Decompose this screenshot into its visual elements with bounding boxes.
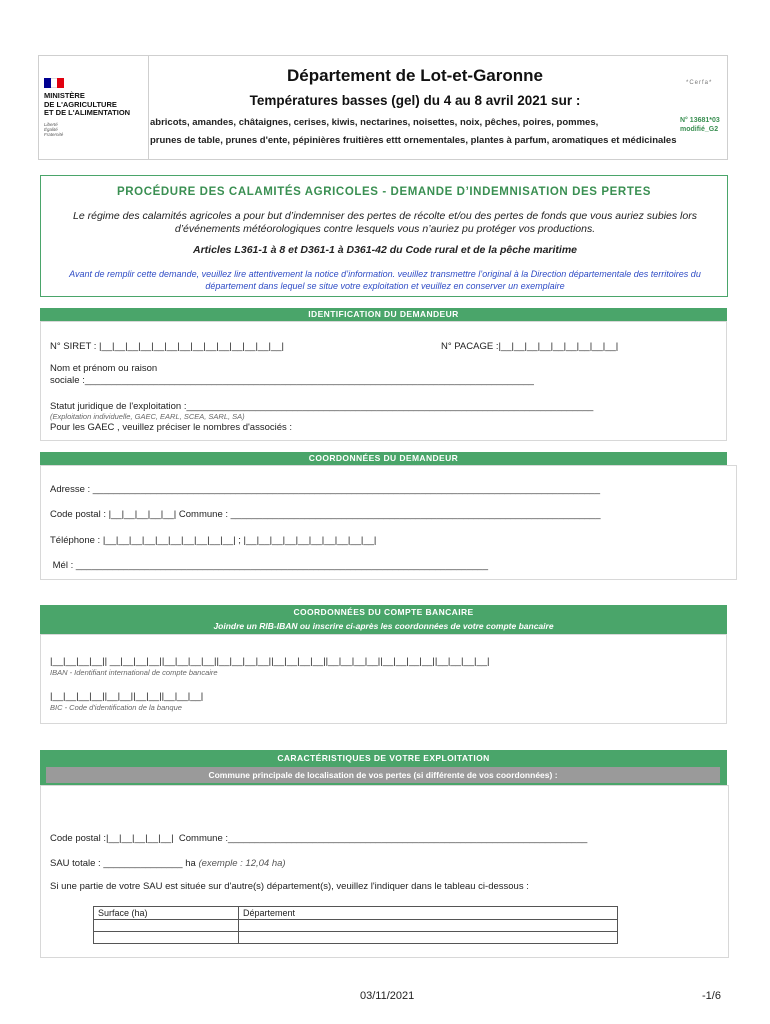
siret-field[interactable]: N° SIRET : |__|__|__|__|__|__|__|__|__|__|__|__|__|__| <box>50 341 284 352</box>
commune-principale-bar: Commune principale de localisation de vos pertes (si différente de vos coordonnées) : <box>46 767 720 783</box>
cerfa-reference <box>680 116 720 134</box>
sau-field[interactable] <box>50 858 286 869</box>
iban-field[interactable]: |__|__|__|__|| __|__|__|__||__|__|__|__||__|__|__|__||__|__|__|__||__|__|__|__||__|__|__|__||__|__|__|__| <box>50 656 490 667</box>
crops-list-line2: prunes de table, prunes d'ente, pépinières fruitières ettt ornementales, plantes à parfum, aromatiques et médicinales <box>150 135 677 146</box>
bic-field[interactable]: |__|__|__|__||__|__||__|__||__|__|__| <box>50 691 204 702</box>
bic-hint: BIC - Code d'identification de la banque <box>50 703 182 712</box>
exploitation-postal-commune-field[interactable]: Code postal :|__|__|__|__|__| Commune :____________________________________________________________________ <box>50 833 588 844</box>
page-number: -1/6 <box>702 990 721 1002</box>
table-cell-surface[interactable] <box>94 920 239 932</box>
procedure-articles: Articles L361-1 à 8 et D361-1 à D361-42 du Code rural et de la pêche maritime <box>193 244 577 256</box>
name-label: Nom et prénom ou raison <box>50 363 158 374</box>
statut-field[interactable]: Statut juridique de l'exploitation :_____________________________________________________________________________ <box>50 401 594 412</box>
ministry-logo <box>44 78 148 137</box>
logo-line: ET DE L'ALIMENTATION <box>44 108 131 117</box>
table-cell-department[interactable] <box>239 920 618 932</box>
cerfa-number: N° 13681*03 <box>680 117 720 124</box>
logo-line: DE L'AGRICULTURE <box>44 99 117 109</box>
telephone-field[interactable]: Téléphone : |__|__|__|__|__|__|__|__|__|__| ; |__|__|__|__|__|__|__|__|__|__| <box>50 535 377 546</box>
address-field[interactable]: Adresse : ________________________________________________________________________________________________ <box>50 484 600 495</box>
postal-code-commune-field[interactable]: Code postal : |__|__|__|__|__| Commune : ______________________________________________________________________ <box>50 509 601 520</box>
cerfa-stamp: *Cerfa* <box>686 80 713 86</box>
coordonnees-header: COORDONNÉES DU DEMANDEUR <box>40 452 727 465</box>
footer-date: 03/11/2021 <box>360 990 415 1002</box>
gaec-associates-field[interactable]: Pour les GAEC , veuillez préciser le nombres d'associés : <box>50 422 293 433</box>
exploitation-header: CARACTÉRISTIQUES DE VOTRE EXPLOITATION <box>40 750 727 767</box>
procedure-notice: Avant de remplir cette demande, veuillez lire attentivement la notice d’information. veuillez transmettre l’original à la Direction départementale des territoires du département dans lequel se situe votre exploitation et veuillez en conserver un exemplaire <box>69 269 701 291</box>
document-subtitle: Températures basses (gel) du 4 au 8 avril 2021 sur : <box>249 93 581 108</box>
name-field[interactable]: sociale :_____________________________________________________________________________________ <box>50 375 534 386</box>
table-header-row <box>94 907 618 920</box>
identification-header: IDENTIFICATION DU DEMANDEUR <box>40 308 727 321</box>
logo-line: MINISTÈRE <box>44 91 85 100</box>
logo-motto: Égalité <box>44 126 58 132</box>
logo-motto: Liberté <box>44 121 58 127</box>
iban-hint: IBAN - Identifiant international de compte bancaire <box>50 668 218 677</box>
header-divider <box>148 55 149 160</box>
table-header-department: Département <box>239 907 618 920</box>
sau-example: (exemple : 12,04 ha) <box>198 858 286 869</box>
procedure-intro: Le régime des calamités agricoles a pour but d’indemniser des pertes de récolte et/ou des pertes de fonds que vous auriez subies lors d’événements météorologiques contre lesquels vous n’auriez pu protéger vos productions. <box>73 210 697 235</box>
sau-label: SAU totale : _______________ ha <box>50 858 199 869</box>
crops-list-line1: abricots, amandes, châtaignes, cerises, kiwis, nectarines, noisettes, noix, pêches, poires, pommes, <box>150 117 599 128</box>
table-header-surface: Surface (ha) <box>94 907 239 920</box>
table-cell-department[interactable] <box>239 932 618 944</box>
statut-hint: (Exploitation individuelle, GAEC, EARL, SCEA, SARL, SA) <box>50 412 245 421</box>
table-cell-surface[interactable] <box>94 932 239 944</box>
pacage-field[interactable]: N° PACAGE :|__|__|__|__|__|__|__|__|__| <box>441 341 619 352</box>
email-field[interactable]: Mél : ______________________________________________________________________________ <box>50 560 488 571</box>
other-departments-instruction: Si une partie de votre SAU est située sur d'autre(s) département(s), veuillez l'indiquer dans le tableau ci-dessous : <box>50 881 529 892</box>
procedure-title: PROCÉDURE DES CALAMITÉS AGRICOLES - DEMANDE D’INDEMNISATION DES PERTES <box>117 186 651 198</box>
table-row <box>94 920 618 932</box>
departments-table <box>93 906 618 944</box>
french-flag-icon <box>44 78 64 88</box>
bank-subheader: Joindre un RIB-IBAN ou inscrire ci-après les coordonnées de votre compte bancaire <box>40 619 727 634</box>
document-title: Département de Lot-et-Garonne <box>287 66 543 85</box>
table-row <box>94 932 618 944</box>
logo-motto: Fraternité <box>44 131 64 137</box>
cerfa-modified: modifié_G2 <box>680 126 719 133</box>
bank-header: COORDONNÉES DU COMPTE BANCAIRE <box>40 605 727 619</box>
